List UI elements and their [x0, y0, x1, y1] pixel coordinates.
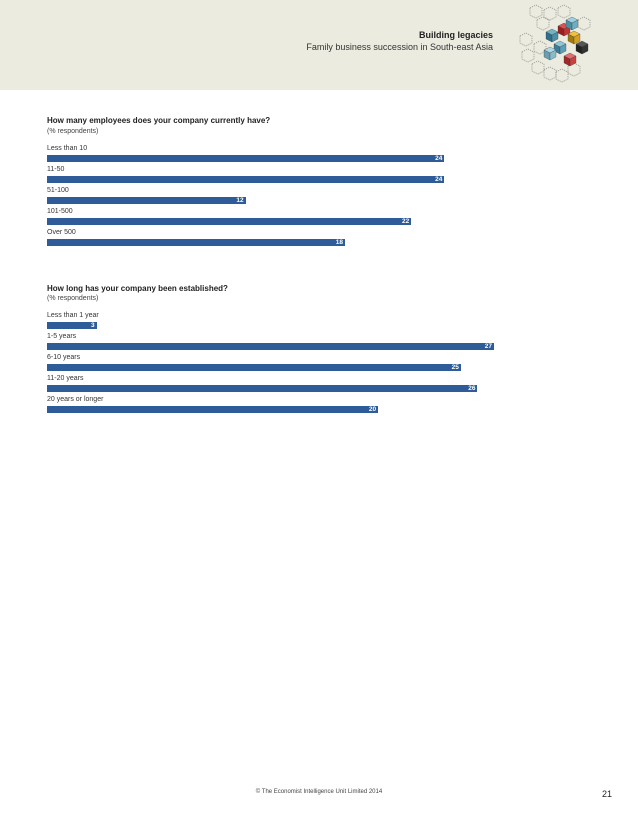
bar [47, 155, 444, 162]
cube-pattern-logo [508, 0, 598, 90]
category-label: 101-500 [47, 208, 73, 215]
bar-value-label: 18 [335, 239, 343, 246]
bar [47, 239, 345, 246]
category-label: 11-20 years [47, 375, 84, 382]
category-label: 1-5 years [47, 333, 77, 340]
bar-value-label: 24 [435, 176, 443, 183]
bar [47, 322, 97, 329]
chart1-bars [47, 145, 507, 250]
chart1-title: How many employees does your company currently have? [47, 116, 271, 125]
bar-value-label: 22 [401, 218, 410, 225]
chart2-subtitle: (% respondents) [47, 295, 99, 302]
page-number: 21 [601, 789, 612, 799]
chart1-subtitle: (% respondents) [47, 128, 99, 135]
chart2-bars [47, 312, 507, 417]
copyright-footer: © The Economist Intelligence Unit Limited 2014 [255, 789, 383, 795]
bar-value-label: 3 [91, 322, 95, 329]
bar-value-label: 12 [236, 197, 244, 204]
bar [47, 197, 246, 204]
bar [47, 176, 444, 183]
bar [47, 364, 461, 371]
category-label: 11-50 [47, 166, 65, 173]
bar-value-label: 20 [368, 406, 377, 413]
bar [47, 406, 378, 413]
bar [47, 218, 411, 225]
category-label: 20 years or longer [47, 396, 104, 403]
bar-value-label: 24 [435, 155, 443, 162]
category-label: Less than 10 [47, 145, 88, 152]
report-subtitle: Family business succession in South-east Asia [306, 42, 493, 52]
category-label: Less than 1 year [47, 312, 99, 319]
category-label: 6-10 years [47, 354, 81, 361]
bar [47, 343, 494, 350]
bar-value-label: 25 [451, 364, 459, 371]
page-header [0, 0, 638, 90]
bar-value-label: 26 [468, 385, 476, 392]
report-title: Building legacies [418, 30, 493, 40]
category-label: 51-100 [47, 187, 69, 194]
category-label: Over 500 [47, 229, 76, 236]
bar-value-label: 27 [484, 343, 492, 350]
chart2-title: How long has your company been established? [47, 284, 228, 293]
bar [47, 385, 477, 392]
